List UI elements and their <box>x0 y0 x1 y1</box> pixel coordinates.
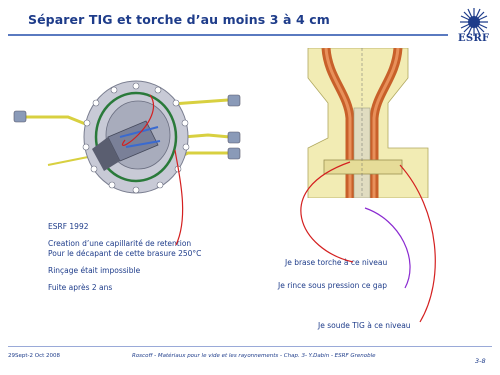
footer-course: Roscoff - Matériaux pour le vide et les rayonnements - Chap. 3- Y.Dabin - ESRF Grenoble <box>132 353 376 359</box>
label-rince: Je rince sous pression ce gap <box>278 281 387 290</box>
tube-assembly-illustration <box>288 48 446 198</box>
note-rinsing: Rinçage était impossible <box>48 266 141 275</box>
title-underline <box>8 34 448 36</box>
esrf-logo-text: ESRF <box>458 33 490 44</box>
note-esrf-1992: ESRF 1992 <box>48 222 89 231</box>
footer-date: 29Sept-2 Oct 2008 <box>8 353 61 359</box>
flange-illustration <box>8 75 258 220</box>
note-decapant: Pour le décapant de cette brasure 250°C <box>48 249 202 258</box>
arrow-rince <box>365 208 410 288</box>
slide-title: Séparer TIG et torche d’au moins 3 à 4 cm <box>28 12 330 27</box>
note-capillarity: Creation d’une capillarité de retention <box>48 239 192 248</box>
footer-rule <box>8 346 492 347</box>
label-soude: Je soude TIG à ce niveau <box>318 321 411 330</box>
note-leak: Fuite après 2 ans <box>48 283 113 292</box>
footer-page-number: 3-8 <box>475 357 486 365</box>
label-brase: Je brase torche à ce niveau <box>285 258 388 267</box>
notes-block <box>48 222 201 293</box>
